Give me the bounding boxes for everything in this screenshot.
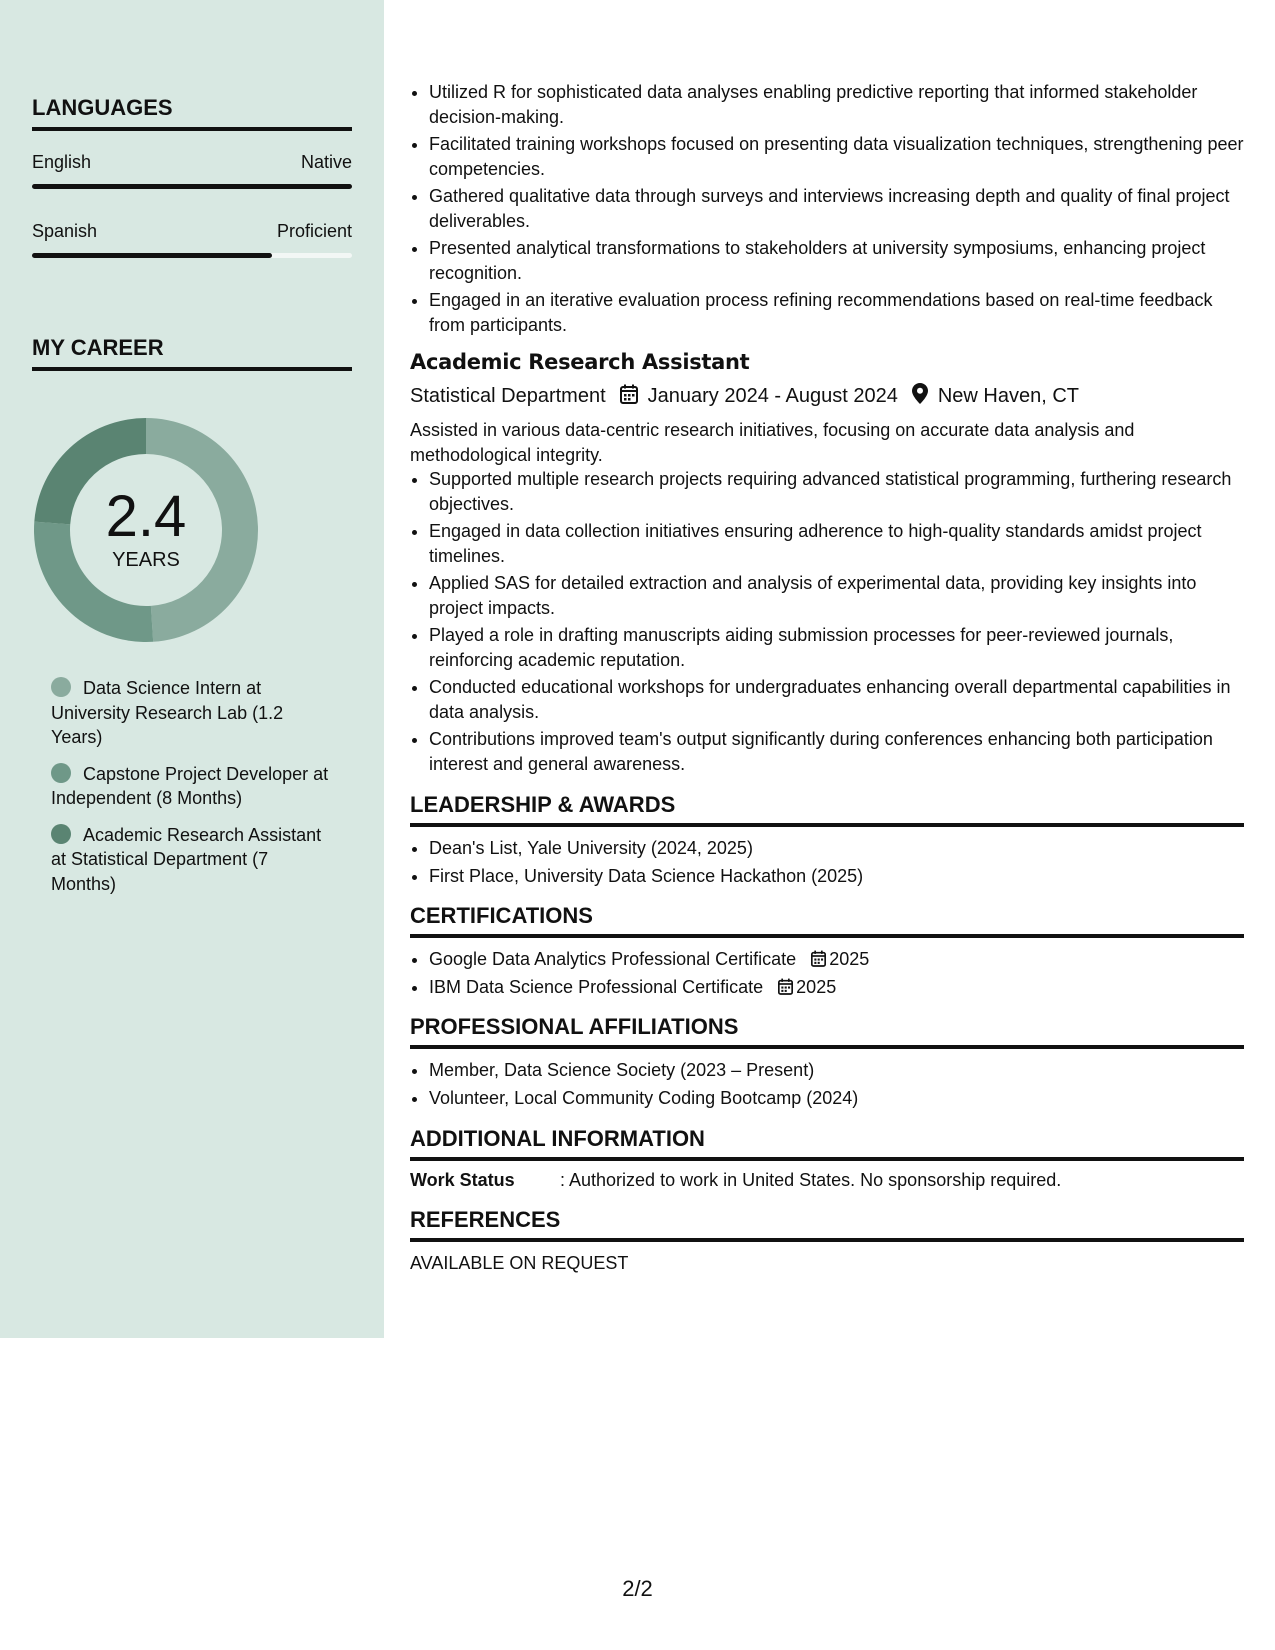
affiliations-heading: PROFESSIONAL AFFILIATIONS <box>410 1014 1244 1049</box>
list-item: • Played a role in drafting manuscripts aiding submission processes for peer-reviewed journals, reinforcing academic reputation. <box>429 623 1244 672</box>
leadership-list <box>410 836 1244 891</box>
career-legend-label: Capstone Project Developer at Independent (8 Months) <box>51 763 329 808</box>
location-pin-icon <box>912 383 928 410</box>
certifications-list <box>410 947 1244 1002</box>
list-item <box>429 975 1244 1000</box>
languages-heading: LANGUAGES <box>32 95 352 131</box>
language-name: English <box>32 152 92 172</box>
affiliations-list <box>410 1058 1244 1113</box>
legend-dot-icon <box>51 824 71 844</box>
list-item: • Member, Data Science Society (2023 – Present) <box>429 1058 1244 1083</box>
calendar-icon <box>778 978 793 995</box>
career-legend-item <box>51 823 331 897</box>
career-legend-label: Data Science Intern at University Research Lab (1.2 Years) <box>51 678 284 747</box>
references-heading: REFERENCES <box>410 1207 1244 1242</box>
additional-info-heading: ADDITIONAL INFORMATION <box>410 1126 1244 1161</box>
list-item: • Contributions improved team's output significantly during conferences enhancing both participation interest and general awareness. <box>429 727 1244 776</box>
experience-bullets-continued <box>410 80 1244 340</box>
work-status-value: : Authorized to work in United States. No sponsorship required. <box>560 1170 1062 1190</box>
certification-year: 2025 <box>796 976 837 997</box>
list-item: • Dean's List, Yale University (2024, 2025) <box>429 836 1244 861</box>
list-item: • Engaged in an iterative evaluation process refining recommendations based on real-time feedback from participants. <box>429 288 1244 337</box>
list-item: • Applied SAS for detailed extraction and analysis of experimental data, providing key insights into project impacts. <box>429 571 1244 620</box>
language-bar-fill <box>32 253 272 258</box>
career-heading: MY CAREER <box>32 335 352 371</box>
job-company: Statistical Department <box>410 385 606 407</box>
job-description-text: Assisted in various data-centric research initiatives, focusing on accurate data analysis and methodological integrity. <box>410 420 1135 465</box>
certification-date <box>778 977 836 997</box>
legend-dot-icon <box>51 763 71 783</box>
language-bar-spanish <box>32 253 352 258</box>
list-item: • Supported multiple research projects requiring advanced statistical programming, furthering research objectives. <box>429 467 1244 516</box>
certification-year: 2025 <box>829 949 870 969</box>
certification-name: Google Data Analytics Professional Certificate <box>429 949 797 969</box>
job-meta <box>410 383 1079 410</box>
page-number: 2/2 <box>622 1576 653 1601</box>
language-row-english <box>32 152 352 173</box>
career-legend-label: Academic Research Assistant at Statistical Department (7 Months) <box>51 824 322 894</box>
list-item: • Engaged in data collection initiatives ensuring adherence to high-quality standards amidst project timelines. <box>429 519 1244 568</box>
job-title: Academic Research Assistant <box>410 350 750 374</box>
career-legend-item <box>51 762 331 811</box>
career-donut-center <box>32 416 260 644</box>
career-total-value: 2.4 <box>105 483 187 549</box>
career-donut-chart <box>32 416 260 644</box>
references-text: AVAILABLE ON REQUEST <box>410 1253 629 1273</box>
work-status-label: Work Status <box>410 1170 515 1190</box>
work-status-row <box>410 1170 1061 1191</box>
certification-date <box>811 949 869 969</box>
career-legend-item <box>51 676 331 750</box>
calendar-icon <box>811 950 826 967</box>
job-dates: January 2024 - August 2024 <box>647 385 898 407</box>
language-name: Spanish <box>32 221 98 241</box>
certification-name: IBM Data Science Professional Certificate <box>429 976 764 997</box>
list-item: • First Place, University Data Science Hackathon (2025) <box>429 864 1244 889</box>
career-legend <box>51 676 331 908</box>
legend-dot-icon <box>51 677 71 697</box>
language-bar-english <box>32 184 352 189</box>
certifications-heading: CERTIFICATIONS <box>410 903 1244 938</box>
list-item: • Gathered qualitative data through surveys and interviews increasing depth and quality of final project deliverables. <box>429 184 1244 233</box>
job-location: New Haven, CT <box>937 385 1079 407</box>
language-level: Native <box>300 152 352 172</box>
list-item: • Facilitated training workshops focused on presenting data visualization techniques, strengthening peer competencies. <box>429 132 1244 181</box>
language-bar-fill <box>32 184 352 189</box>
leadership-heading: LEADERSHIP & AWARDS <box>410 792 1244 827</box>
career-total-unit: YEARS <box>112 548 180 571</box>
sidebar <box>0 0 384 1338</box>
list-item <box>429 947 1244 972</box>
language-level: Proficient <box>276 221 352 241</box>
list-item: • Utilized R for sophisticated data analyses enabling predictive reporting that informed stakeholder decision-making. <box>429 80 1244 129</box>
list-item: • Conducted educational workshops for undergraduates enhancing overall departmental capabilities in data analysis. <box>429 675 1244 724</box>
list-item: • Presented analytical transformations to stakeholders at university symposiums, enhancing project recognition. <box>429 236 1244 285</box>
job-description <box>410 418 1244 779</box>
list-item: • Volunteer, Local Community Coding Bootcamp (2024) <box>429 1086 1244 1111</box>
calendar-icon <box>620 384 638 410</box>
language-row-spanish <box>32 221 352 242</box>
